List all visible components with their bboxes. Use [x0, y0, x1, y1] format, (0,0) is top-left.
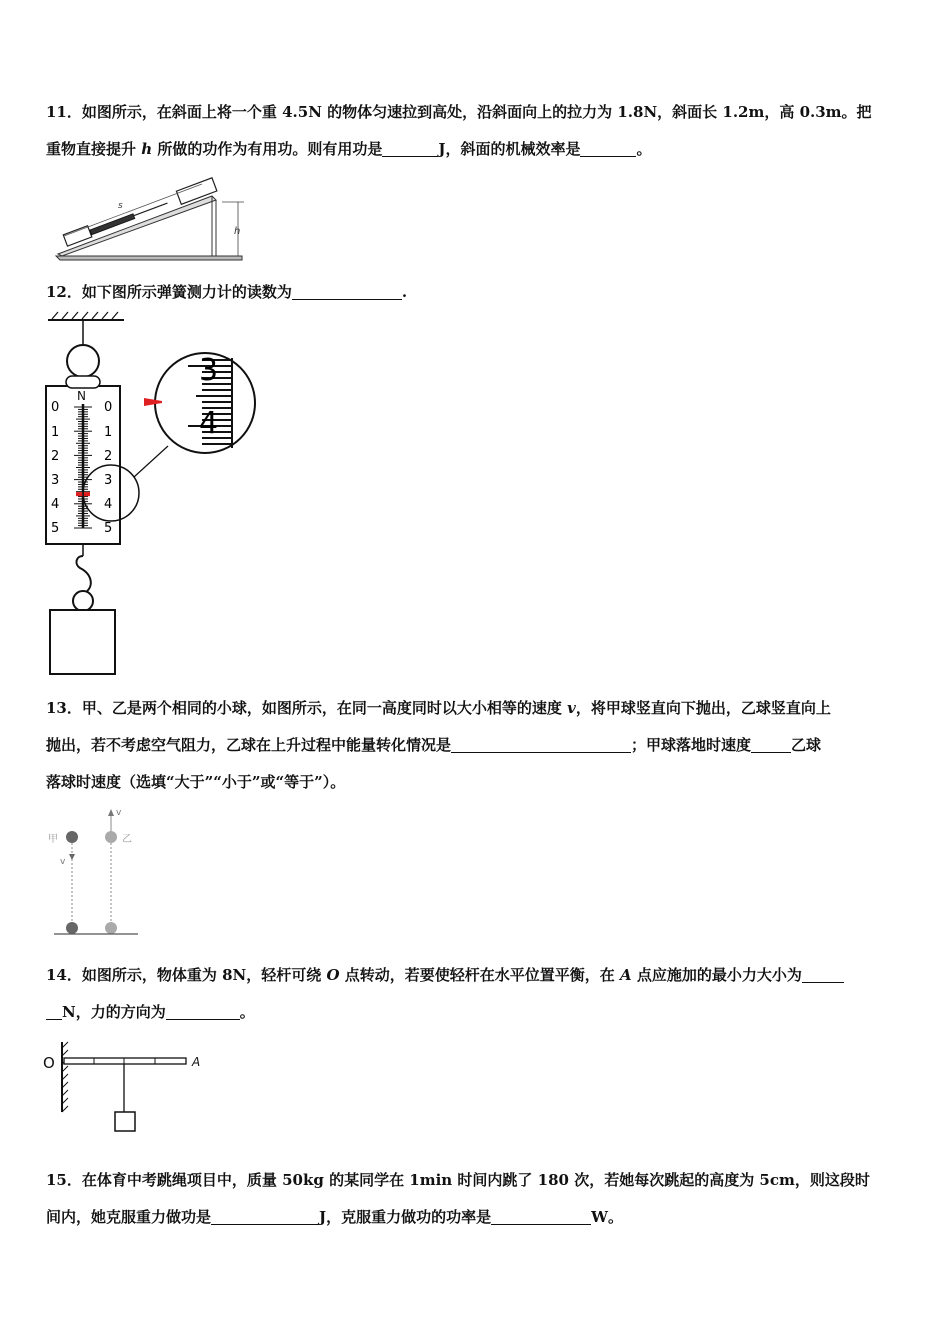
question-13-line-3: 落球时速度（选填“大于”“小于”或“等于”）。 — [46, 773, 346, 791]
scale-label-left-4: 4 — [51, 497, 60, 512]
variable-h: h — [141, 140, 153, 158]
label-v-up: v — [116, 808, 122, 818]
unit-label: N — [77, 389, 86, 403]
scale-label-right-4: 4 — [104, 497, 113, 512]
label-v-down: v — [60, 857, 66, 867]
answer-blank-power[interactable] — [491, 1206, 591, 1225]
spring-scale-figure — [40, 310, 260, 680]
scale-label-left-0: 0 — [51, 400, 60, 415]
scale-label-right-2: 2 — [104, 449, 113, 464]
scale-label-right-1: 1 — [104, 425, 113, 440]
answer-blank-min-force-part1[interactable] — [802, 964, 844, 983]
question-12-line-1: 12．如下图所示弹簧测力计的读数为 . — [46, 283, 408, 301]
question-12 — [46, 274, 908, 311]
lever-figure — [40, 1038, 210, 1138]
variable-A: A — [620, 966, 632, 984]
question-14-line-1: 14．如图所示，物体重为 8N，轻杆可绕 O 点转动，若要使轻杆在水平位置平衡，在 A 点应施加的最小力大小为 — [46, 957, 908, 994]
question-15-line-1: 15．在体育中考跳绳项目中，质量 50kg 的某同学在 1min 时间内跳了 180 次，若她每次跳起的高度为 5cm，则这段时 — [46, 1171, 870, 1189]
magnifier-label-4: 4 — [199, 406, 219, 441]
scale-label-left-5: 5 — [51, 521, 60, 536]
scale-label-left-1: 1 — [51, 425, 60, 440]
answer-blank-energy-conversion[interactable] — [451, 734, 631, 753]
label-jia: 甲 — [48, 834, 58, 845]
pivot-label-O: O — [43, 1054, 55, 1072]
answer-blank-min-force-part2[interactable] — [46, 1001, 62, 1020]
answer-blank-efficiency[interactable] — [580, 138, 636, 157]
variable-O: O — [326, 966, 340, 984]
scale-label-right-5: 5 — [104, 521, 113, 536]
point-label-A: A — [192, 1055, 201, 1069]
label-yi: 乙 — [122, 834, 132, 845]
question-13 — [46, 690, 908, 801]
scale-label-right-0: 0 — [104, 400, 113, 415]
question-13-line-2: 抛出，若不考虑空气阻力，乙球在上升过程中能量转化情况是 ；甲球落地时速度 乙球 — [46, 736, 822, 754]
question-15-line-2: 间内，她克服重力做功是 J，克服重力做功的功率是 W。 — [46, 1208, 623, 1226]
answer-blank-speed-compare[interactable] — [751, 734, 791, 753]
question-11 — [46, 94, 908, 168]
incline-figure — [52, 174, 248, 264]
answer-blank-work[interactable] — [211, 1206, 319, 1225]
incline-label-h: h — [234, 226, 241, 237]
scale-label-left-3: 3 — [51, 473, 60, 488]
answer-blank-reading[interactable] — [292, 281, 402, 300]
scale-label-left-2: 2 — [51, 449, 60, 464]
question-13-line-1: 13．甲、乙是两个相同的小球，如图所示，在同一高度同时以大小相等的速度 v，将甲球竖直向下抛出，乙球竖直向上 — [46, 699, 831, 717]
answer-blank-useful-work[interactable] — [382, 138, 438, 157]
incline-label-s: s — [118, 201, 123, 211]
balls-figure — [46, 802, 146, 938]
question-11-line-2: 重物直接提升 h 所做的功作为有用功。则有用功是 J，斜面的机械效率是 。 — [46, 140, 652, 158]
variable-v: v — [567, 699, 576, 717]
answer-blank-force-direction[interactable] — [166, 1001, 240, 1020]
magnifier-label-3: 3 — [199, 353, 219, 388]
question-14-line-2: N，力的方向为 。 — [46, 994, 908, 1031]
scale-label-right-3: 3 — [104, 473, 113, 488]
question-15 — [46, 1162, 908, 1236]
question-14 — [46, 957, 908, 1031]
question-11-line-1: 11．如图所示，在斜面上将一个重 4.5N 的物体匀速拉到高处，沿斜面向上的拉力为 1.8N，斜面长 1.2m，高 0.3m。把 — [46, 103, 872, 121]
